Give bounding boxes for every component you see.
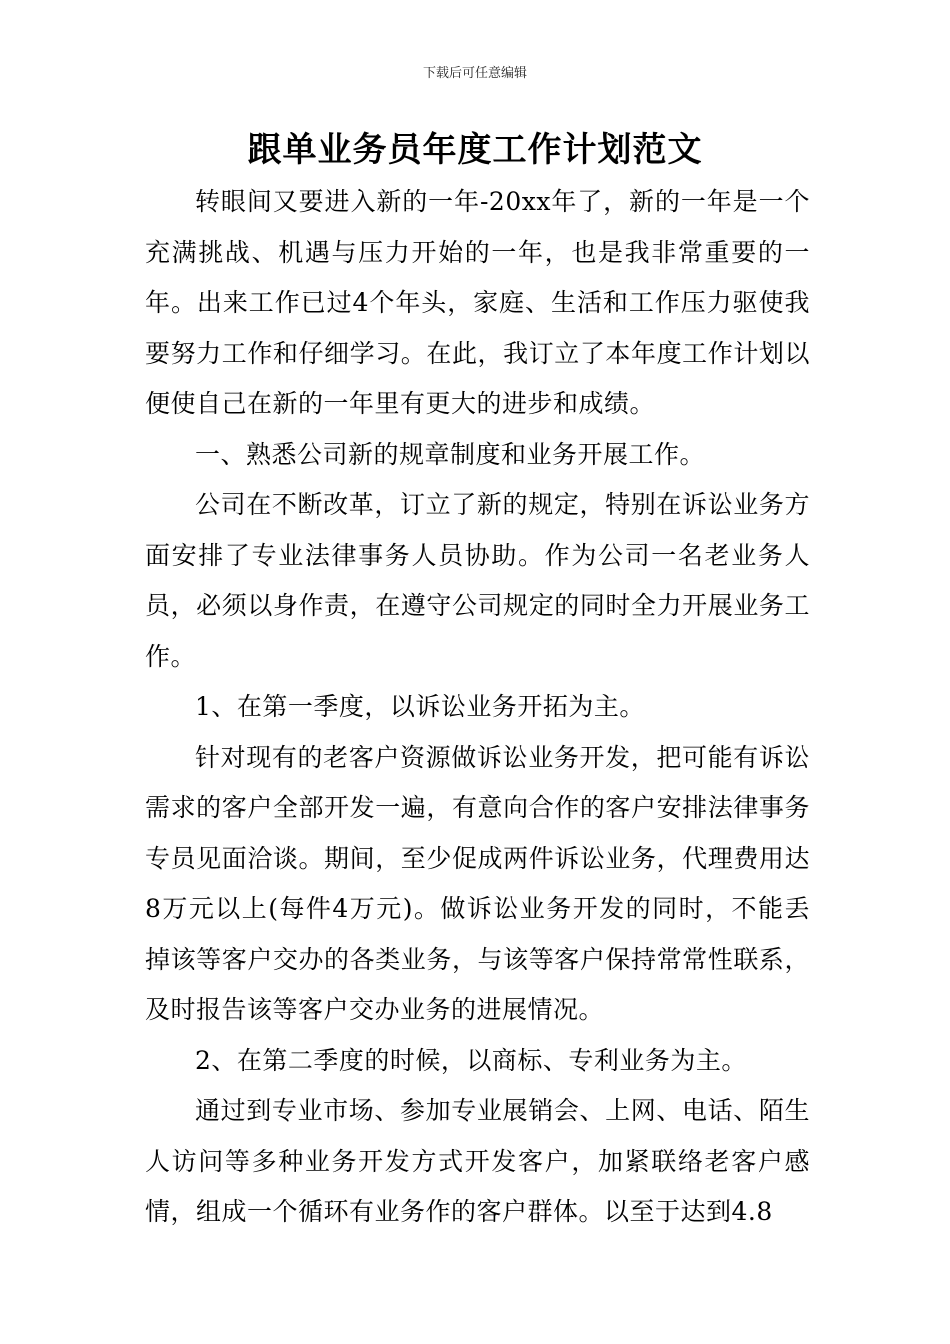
heading-q1: 1、在第一季度，以诉讼业务开拓为主。 — [195, 692, 645, 721]
document-body — [145, 177, 810, 1238]
paragraph-q1-plan: 针对现有的老客户资源做诉讼业务开发，把可能有诉讼需求的客户全部开发一遍，有意向合作的客户安排法律事务专员见面洽谈。期间，至少促成两件诉讼业务，代理费用达8万元以上(每件4万元)。做诉讼业务开发的同时，不能丢掉该等客户交办的各类业务，与该等客户保持常常性联系，及时报告该等客户交办业务的进展情况。 — [145, 742, 810, 1024]
heading-section-1: 一、熟悉公司新的规章制度和业务开展工作。 — [195, 439, 706, 469]
paragraph-company-rules: 公司在不断改革，订立了新的规定，特别在诉讼业务方面安排了专业法律事务人员协助。作为公司一名老业务人员，必须以身作责，在遵守公司规定的同时全力开展业务工作。 — [145, 490, 810, 671]
heading-q2: 2、在第二季度的时候，以商标、专利业务为主。 — [195, 1045, 747, 1075]
document-title: 跟单业务员年度工作计划范文 — [247, 130, 703, 170]
paragraph-intro: 转眼间又要进入新的一年-20xx年了，新的一年是一个充满挑战、机遇与压力开始的一年，也是我非常重要的一年。出来工作已过4个年头，家庭、生活和工作压力驱使我要努力工作和仔细学习。在此，我订立了本年度工作计划以便使自己在新的一年里有更大的进步和成绩。 — [145, 187, 810, 418]
header-note: 下载后可任意编辑 — [422, 66, 527, 81]
paragraph-q2-plan: 通过到专业市场、参加专业展销会、上网、电话、陌生人访问等多种业务开发方式开发客户，加紧联络老客户感情，组成一个循环有业务作的客户群体。以至于达到4.8 — [145, 1096, 810, 1226]
